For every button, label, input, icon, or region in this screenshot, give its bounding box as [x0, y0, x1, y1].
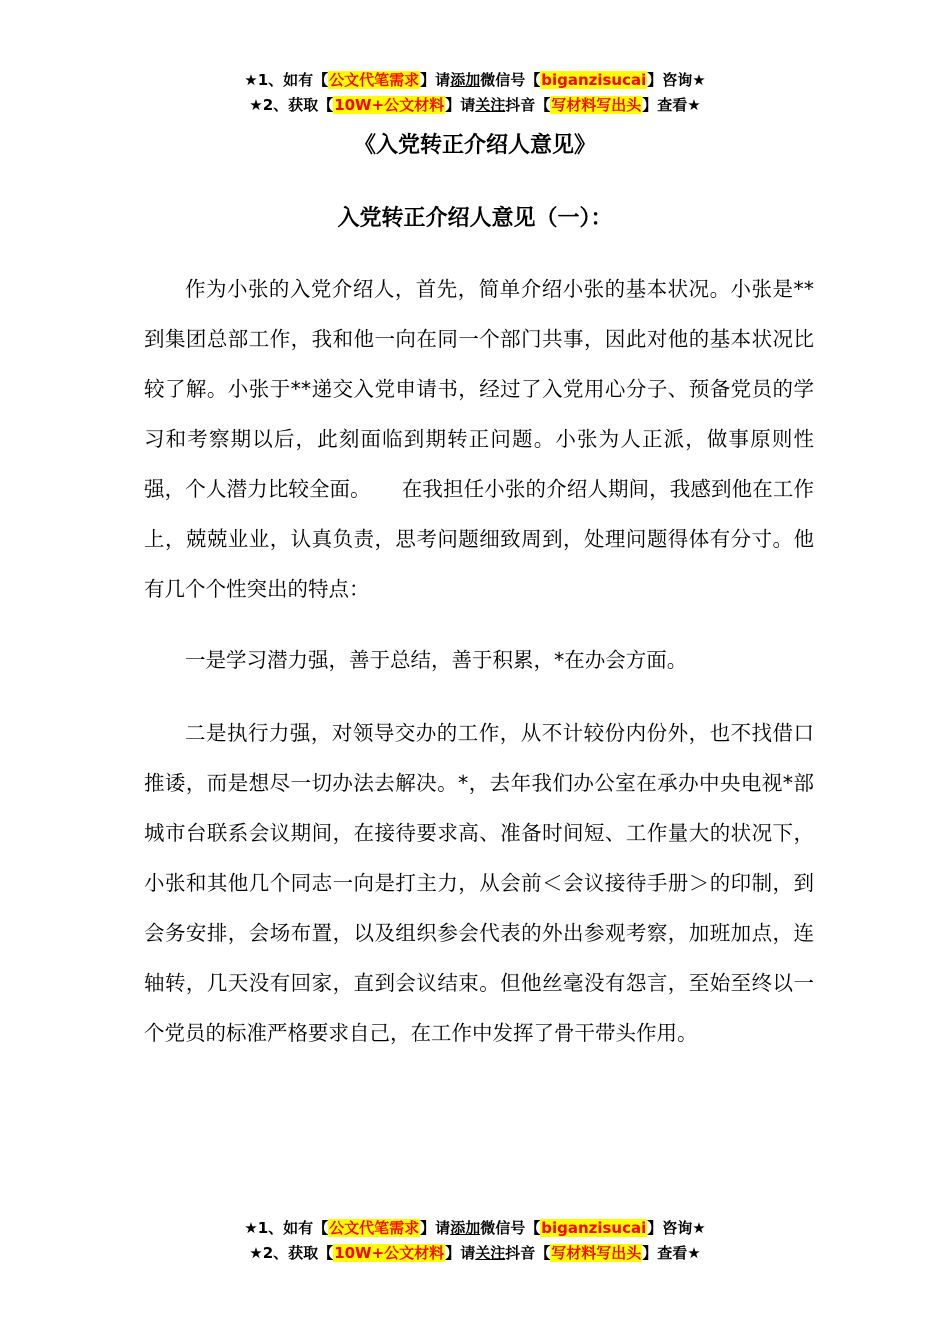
promo-text: 】请 — [445, 96, 476, 114]
promo-highlight: 10W+公文材料 — [334, 1244, 445, 1262]
promo-text: 】查看★ — [642, 96, 701, 114]
body-paragraph-2: 一是学习潜力强，善于总结，善于积累，*在办会方面。 — [185, 648, 688, 672]
promo-highlight: biganzisucai — [541, 1219, 647, 1237]
promo-line-1 — [0, 1216, 950, 1241]
promo-text: 抖音【 — [505, 96, 551, 114]
body-paragraph-3: 二是执行力强，对领导交办的工作，从不计较份内份外，也不找借口推诿，而是想尽一切办法去解决。*，去年我们办公室在承办中央电视*部城市台联系会议期间，在接待要求高、准备时间短、工作量大的状况下，小张和其他几个同志一向是打主力，从会前＜会议接待手册＞的印制，到会务安排，会场布置，以及组织参会代表的外出参观考察，加班加点，连轴转，几天没有回家，直到会议结束。但他丝毫没有怨言，至始至终以一个党员的标准严格要求自己，在工作中发挥了骨干带头作用。 — [144, 721, 814, 1045]
promo-text: 微信号【 — [480, 1219, 541, 1237]
promo-text: ★1、如有【 — [244, 71, 329, 89]
promo-text: ★2、获取【 — [249, 1244, 334, 1262]
promo-line-2 — [0, 1241, 950, 1266]
promo-highlight: 公文代笔需求 — [329, 71, 420, 89]
promo-banner-bottom — [0, 1216, 950, 1266]
promo-underline: 添加 — [450, 71, 481, 89]
promo-underline: 添加 — [450, 1219, 481, 1237]
promo-text: 】请 — [420, 71, 451, 89]
promo-text: 】请 — [420, 1219, 451, 1237]
promo-text: 】查看★ — [642, 1244, 701, 1262]
promo-line-1 — [0, 68, 950, 93]
promo-text: 微信号【 — [480, 71, 541, 89]
promo-highlight: 写材料写出头 — [551, 96, 642, 114]
promo-highlight: 公文代笔需求 — [329, 1219, 420, 1237]
promo-highlight: biganzisucai — [541, 71, 647, 89]
promo-underline: 关注 — [475, 96, 506, 114]
promo-highlight: 写材料写出头 — [551, 1244, 642, 1262]
promo-text: 】请 — [445, 1244, 476, 1262]
promo-underline: 关注 — [475, 1244, 506, 1262]
promo-text: ★1、如有【 — [244, 1219, 329, 1237]
body-paragraph-1: 作为小张的入党介绍人，首先，简单介绍小张的基本状况。小张是**到集团总部工作，我和他一向在同一个部门共事，因此对他的基本状况比较了解。小张于**递交入党申请书，经过了入党用心分子、预备党员的学习和考察期以后，此刻面临到期转正问题。小张为人正派，做事原则性强，个人潜力比较全面。 在我担任小张的介绍人期间，我感到他在工作上，兢兢业业，认真负责，思考问题细致周到，处理问题得体有分寸。他有几个个性突出的特点： — [144, 277, 814, 601]
promo-line-2 — [0, 93, 950, 118]
promo-text: 抖音【 — [505, 1244, 551, 1262]
promo-banner-top — [0, 68, 950, 118]
document-title: 《入党转正介绍人意见》 — [353, 133, 596, 158]
section-subtitle: 入党转正介绍人意见（一）： — [337, 206, 613, 231]
promo-text: 】咨询★ — [647, 71, 706, 89]
promo-text: ★2、获取【 — [249, 96, 334, 114]
promo-highlight: 10W+公文材料 — [334, 96, 445, 114]
promo-text: 】咨询★ — [647, 1219, 706, 1237]
